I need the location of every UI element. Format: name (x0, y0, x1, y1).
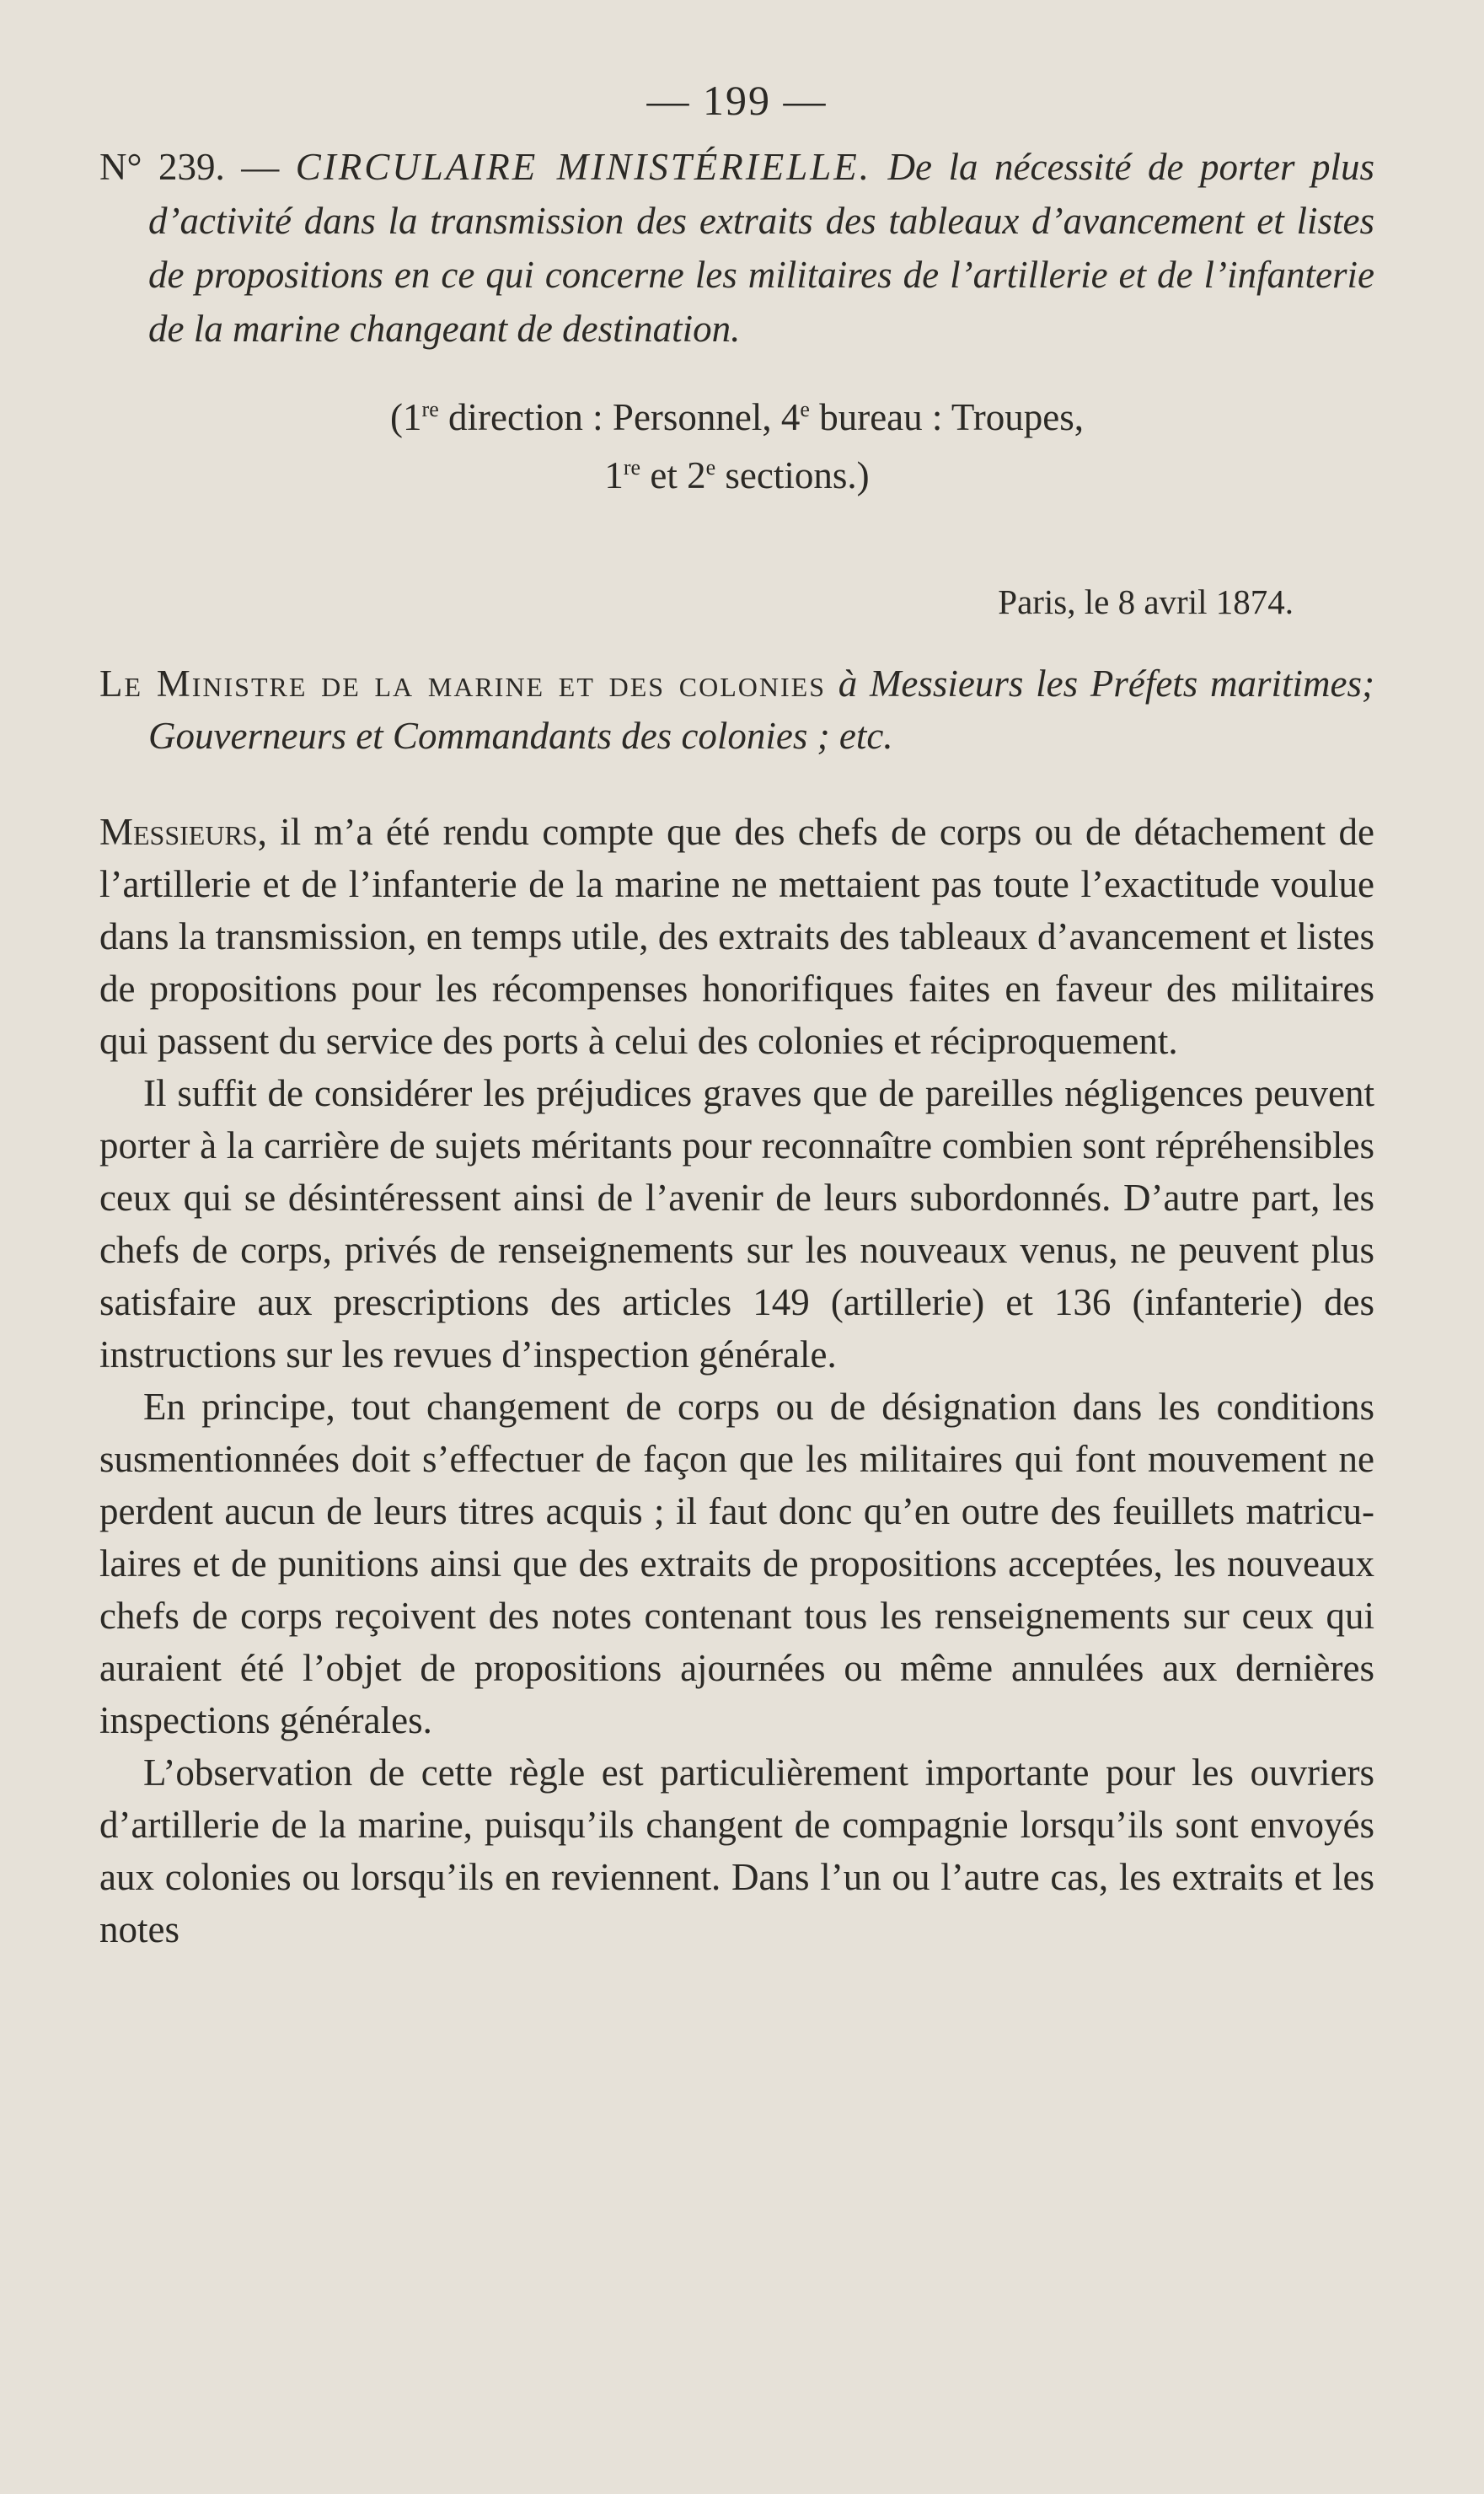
direction-line-2-start: 1 (604, 454, 624, 496)
direction-line-1-end: bureau : Troupes, (809, 396, 1084, 438)
paragraph-3: En principe, tout changement de corps ou de désignation dans les conditions susmentionnées doit s’effectuer de façon que les militaires qui font mouvement ne perdent aucun de leurs titres acquis ; il faut donc qu’en outre des feuillets matriculaires et de punitions ainsi que des extraits de propositions acceptées, les nouveaux chefs de corps reçoivent des notes contenant tous les renseignements sur ceux qui auraient été l’objet de propositions ajournées ou même annulées aux dernières inspections générales. (99, 1386, 1374, 1741)
paragraph-1-text: , il m’a été rendu compte que des chefs de corps ou de détachement de l’artillerie et de l’infanterie de la marine ne mettaient pas toute l’exactitude voulue dans la transmission, en temps utile, des extraits des tableaux d’avancement et listes de propositions pour les récompenses honorifiques faites en faveur des militaires qui passent du service des ports à celui des colonies et réciproquement. (99, 811, 1374, 1062)
paragraph-1 (99, 806, 1374, 1067)
recipients: à Messieurs les Préfets maritimes; Gouverneurs et Commandants des colonies ; etc. (148, 662, 1375, 757)
salutation: Messieurs (99, 811, 258, 853)
direction-note (99, 384, 1374, 501)
letter-date: Paris, le 8 avril 1874. (998, 582, 1294, 621)
direction-line-2-middle: et 2 (640, 454, 706, 496)
paragraph-4: L’observation de cette règle est particulièrement importante pour les ouvriers d’artillerie de la marine, puisqu’ils changent de compagnie lorsqu’ils sont envoyés aux colonies ou lorsqu’ils en reviennent. Dans l’un ou l’autre cas, les extraits et les notes (99, 1751, 1374, 1950)
direction-line-2 (99, 442, 1374, 501)
section-superscript-2: e (705, 455, 716, 480)
direction-line-1 (99, 384, 1374, 442)
page-number: — 199 — (646, 77, 828, 124)
circular-number: N° 239. — (99, 146, 280, 188)
direction-line-1-start: (1 (390, 396, 422, 438)
direction-line-1-middle: direction : Personnel, 4 (438, 396, 801, 438)
paragraph-2: Il suffit de considérer les préjudices graves que de pareilles négligences peuvent porter à la carrière de sujets méritants pour reconnaître combien sont répréhensibles ceux qui se désintéressent ainsi de l’avenir de leurs subordonnés. D’autre part, les chefs de corps, privés de renseignements sur les nouveaux venus, ne peuvent plus satisfaire aux prescriptions des articles 149 (artillerie) et 136 (infanterie) des instructions sur les revues d’inspection générale. (99, 1072, 1374, 1376)
bureau-superscript: e (800, 397, 810, 421)
circular-title: CIRCULAIRE MINISTÉRIELLE. (295, 146, 872, 188)
direction-superscript: re (421, 397, 439, 421)
direction-line-2-end: sections.) (715, 454, 870, 496)
letter-body (99, 806, 1374, 1955)
circular-description: De la nécessité de porter plus d’activité dans la transmission des extraits des tableaux d’avancement et listes de propositions en ce qui concerne les militaires de l’artillerie et de l’infanterie de la marine changeant de destination. (148, 146, 1375, 350)
circular-heading (99, 140, 1374, 356)
address-line (99, 657, 1374, 762)
sender: Le Ministre de la marine et des colonies (99, 662, 827, 705)
section-superscript-1: re (623, 455, 641, 480)
